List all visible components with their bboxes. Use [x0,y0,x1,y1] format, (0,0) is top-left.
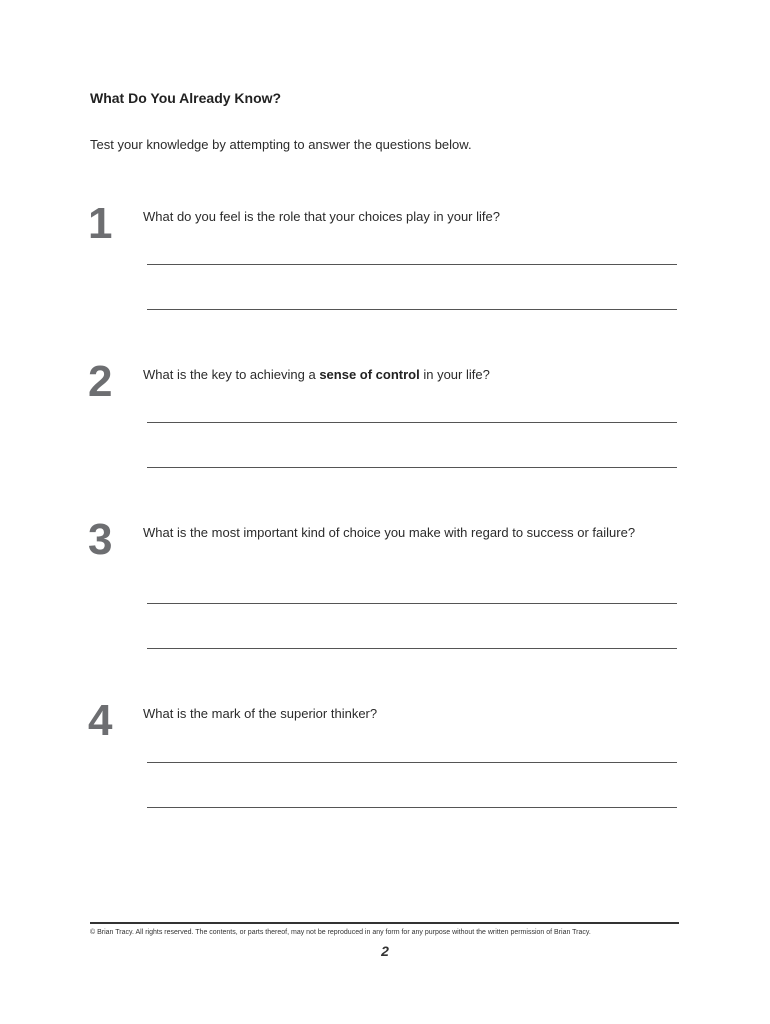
question-text-part: What is the mark of the superior thinker? [143,706,378,721]
intro-text: Test your knowledge by attempting to answer the questions below. [90,137,472,152]
question-text-part: in your life? [419,367,490,382]
page-title: What Do You Already Know? [90,90,282,106]
question-text-part: What do you feel is the role that your choices play in your life? [143,209,500,224]
question-1 [0,199,770,345]
question-text-part: What is the key to achieving a [143,367,320,382]
answer-line[interactable] [147,807,677,808]
question-number: 1 [88,199,113,248]
question-number: 3 [88,515,113,564]
page-number: 2 [381,943,389,959]
question-text [143,205,643,228]
copyright-notice: © Brian Tracy. All rights reserved. The contents, or parts thereof, may not be reproduced in any form for any purpose without the written permission of Brian Tracy. [90,929,591,936]
question-emphasis: sense of control [319,367,420,382]
answer-line[interactable] [147,309,677,310]
answer-line[interactable] [147,264,677,265]
footer-divider [90,922,679,924]
question-number: 2 [88,357,113,406]
question-text-part: What is the most important kind of choice you make with regard to success or failure? [143,525,636,540]
answer-line[interactable] [147,467,677,468]
question-text [143,702,643,725]
answer-line[interactable] [147,603,677,604]
question-text [143,363,643,386]
question-2 [0,357,770,503]
question-4 [0,696,770,842]
question-3 [0,515,770,661]
question-text [143,521,643,544]
answer-line[interactable] [147,422,677,423]
answer-line[interactable] [147,648,677,649]
question-number: 4 [88,696,113,745]
answer-line[interactable] [147,762,677,763]
